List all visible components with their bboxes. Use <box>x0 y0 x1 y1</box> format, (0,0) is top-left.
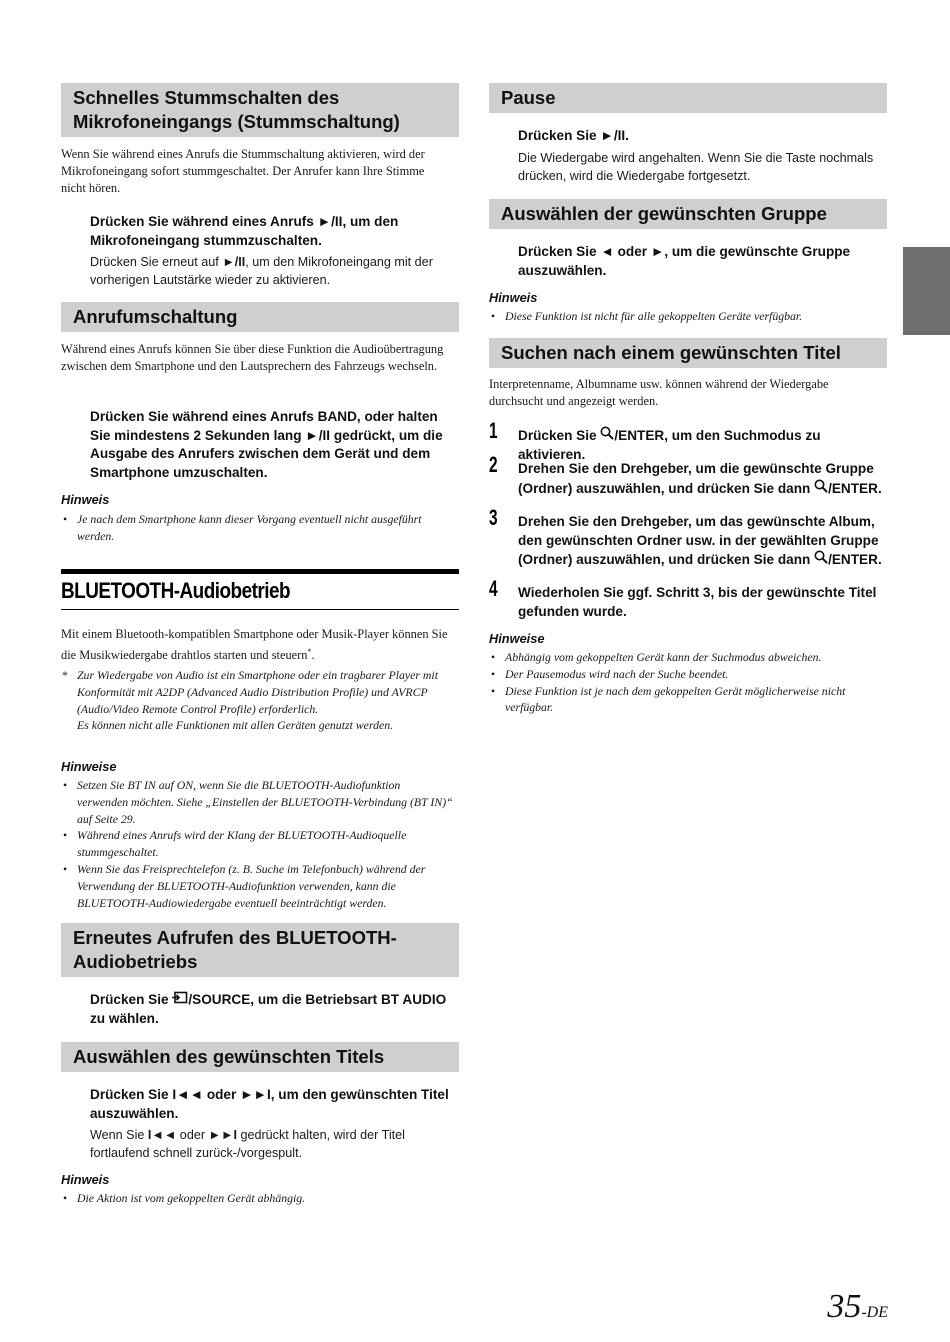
next-track-icon: ►►I <box>208 1128 237 1142</box>
heading-track-select: Auswählen des gewünschten Titels <box>61 1042 459 1072</box>
list-item: • Der Pausemodus wird nach der Suche beendet. <box>489 666 883 683</box>
chapter-footnote: * Zur Wiedergabe von Audio ist ein Smartphone oder ein tragbarer Player mit Konformität mit A2DP (Advanced Audio Distribution Profile) und AVRCP (Audio/Video Remote Control Profile) erforderlich. Es können nicht alle Funktionen mit allen Geräten genutzt werden. <box>62 668 438 733</box>
group-instruction: Drücken Sie ◄ oder ►, um die gewünschte Gruppe auszuwählen. <box>518 244 851 278</box>
play-pause-icon: ►/II <box>600 128 626 143</box>
pause-note: Die Wiedergabe wird angehalten. Wenn Sie die Taste nochmals drücken, wird die Wiedergabe fortgesetzt. <box>518 151 874 183</box>
chapter-title: BLUETOOTH-Audiobetrieb <box>61 569 459 610</box>
page-number: 35-DE <box>827 1288 888 1325</box>
search-hint-list <box>489 649 883 716</box>
list-item: • Diese Funktion ist je nach dem gekoppelten Gerät möglicherweise nicht verfügbar. <box>489 683 883 717</box>
step-number: 2 <box>489 452 498 477</box>
source-icon <box>172 991 188 1010</box>
search-intro: Interpretenname, Albumname usw. können während der Wiedergabe durchsucht und angezeigt werden. <box>489 377 829 408</box>
track-hint-title: Hinweis <box>61 1172 110 1187</box>
right-arrow-icon: ► <box>650 244 665 259</box>
switch-instruction: Drücken Sie während eines Anrufs BAND, oder halten Sie mindestens 2 Sekunden lang ►/II gedrückt, um die Ausgabe des Anrufers zwischen dem Gerät und dem Smartphone umzuschalten. <box>90 409 443 480</box>
mute-note: Drücken Sie erneut auf ►/II, um den Mikrofoneingang mit der vorherigen Lautstärke wieder zu aktivieren. <box>90 255 433 287</box>
search-step-4: Wiederholen Sie ggf. Schritt 3, bis der gewünschte Titel gefunden wurde. <box>518 585 877 619</box>
mute-instruction: Drücken Sie während eines Anrufs ►/II, um den Mikrofoneingang stummzuschalten. <box>90 214 399 248</box>
search-icon <box>814 550 828 570</box>
left-arrow-icon: ◄ <box>600 244 614 259</box>
search-hint-title: Hinweise <box>489 631 545 646</box>
heading-mute: Schnelles Stummschalten des Mikrofoneingangs (Stummschaltung) <box>61 83 459 137</box>
play-pause-icon: ►/II <box>305 427 331 443</box>
search-icon <box>600 426 614 446</box>
search-step-2: Drehen Sie den Drehgeber, um die gewünschte Gruppe (Ordner) auszuwählen, und drücken Sie dann /ENTER. <box>518 460 890 498</box>
group-hint-list <box>489 308 881 325</box>
list-item: • Abhängig vom gekoppelten Gerät kann der Suchmodus abweichen. <box>489 649 883 666</box>
list-item: • Je nach dem Smartphone kann dieser Vorgang eventuell nicht ausgeführt werden. <box>61 511 441 545</box>
track-note: Wenn Sie I◄◄ oder ►►I gedrückt halten, wird der Titel fortlaufend schnell zurück-/vorgespult. <box>90 1128 405 1160</box>
switch-hint-list <box>61 511 441 545</box>
prev-track-icon: I◄◄ <box>172 1087 204 1102</box>
track-instruction: Drücken Sie I◄◄ oder ►►I, um den gewünschten Titel auszuwählen. <box>90 1087 449 1121</box>
list-item: • Die Aktion ist vom gekoppelten Gerät abhängig. <box>61 1190 453 1207</box>
list-item: • Wenn Sie das Freisprechtelefon (z. B. Suche im Telefonbuch) während der Verwendung der BLUETOOTH-Audiofunktion verwenden, kann die BLUETOOTH-Audiowiedergabe eventuell beeinträchtigt werden. <box>61 861 453 911</box>
heading-group-select: Auswählen der gewünschten Gruppe <box>489 199 887 229</box>
search-step-3: Drehen Sie den Drehgeber, um das gewünschte Album, den gewünschten Ordner usw. in der gewählten Gruppe (Ordner) auszuwählen, und drücken Sie dann /ENTER. <box>518 513 890 570</box>
switch-intro: Während eines Anrufs können Sie über diese Funktion die Audioübertragung zwischen dem Smartphone und den Lautsprechern des Fahrzeugs wechseln. <box>61 342 444 373</box>
step-number: 1 <box>489 418 498 443</box>
chapter-hint-title: Hinweise <box>61 759 117 774</box>
heading-recall: Erneutes Aufrufen des BLUETOOTH-Audiobetriebs <box>61 923 459 977</box>
recall-instruction: Drücken Sie /SOURCE, um die Betriebsart BT AUDIO zu wählen. <box>90 992 447 1026</box>
search-step-1: Drücken Sie /ENTER, um den Suchmodus zu aktivieren. <box>518 428 821 462</box>
list-item: • Setzen Sie BT IN auf ON, wenn Sie die BLUETOOTH-Audiofunktion verwenden möchten. Siehe „Einstellen der BLUETOOTH-Verbindung (BT IN)“ auf Seite 29. <box>61 777 453 827</box>
chapter-side-tab <box>903 247 950 335</box>
chapter-hint-list <box>61 777 453 911</box>
play-pause-icon: ►/II <box>222 255 246 269</box>
list-item: • Während eines Anrufs wird der Klang der BLUETOOTH-Audioquelle stummgeschaltet. <box>61 827 453 861</box>
next-track-icon: ►►I <box>240 1087 271 1102</box>
switch-hint-title: Hinweis <box>61 492 110 507</box>
chapter-intro: Mit einem Bluetooth-kompatiblen Smartphone oder Musik-Player können Sie die Musikwiedergabe drahtlos starten und steuern*. <box>61 627 448 663</box>
list-item: • Diese Funktion ist nicht für alle gekoppelten Geräte verfügbar. <box>489 308 881 325</box>
track-hint-list <box>61 1190 453 1207</box>
heading-pause: Pause <box>489 83 887 113</box>
search-icon <box>814 479 828 499</box>
prev-track-icon: I◄◄ <box>147 1128 177 1142</box>
mute-intro: Wenn Sie während eines Anrufs die Stummschaltung aktivieren, wird der Mikrofoneingang sofort stummgeschaltet. Der Anrufer kann Ihre Stimme nicht hören. <box>61 147 425 195</box>
heading-call-switch: Anrufumschaltung <box>61 302 459 332</box>
heading-search: Suchen nach einem gewünschten Titel <box>489 338 887 368</box>
group-hint-title: Hinweis <box>489 290 538 305</box>
step-number: 3 <box>489 505 498 530</box>
pause-instruction: Drücken Sie ►/II. <box>518 128 629 143</box>
step-number: 4 <box>489 576 498 601</box>
play-pause-icon: ►/II <box>317 214 343 229</box>
